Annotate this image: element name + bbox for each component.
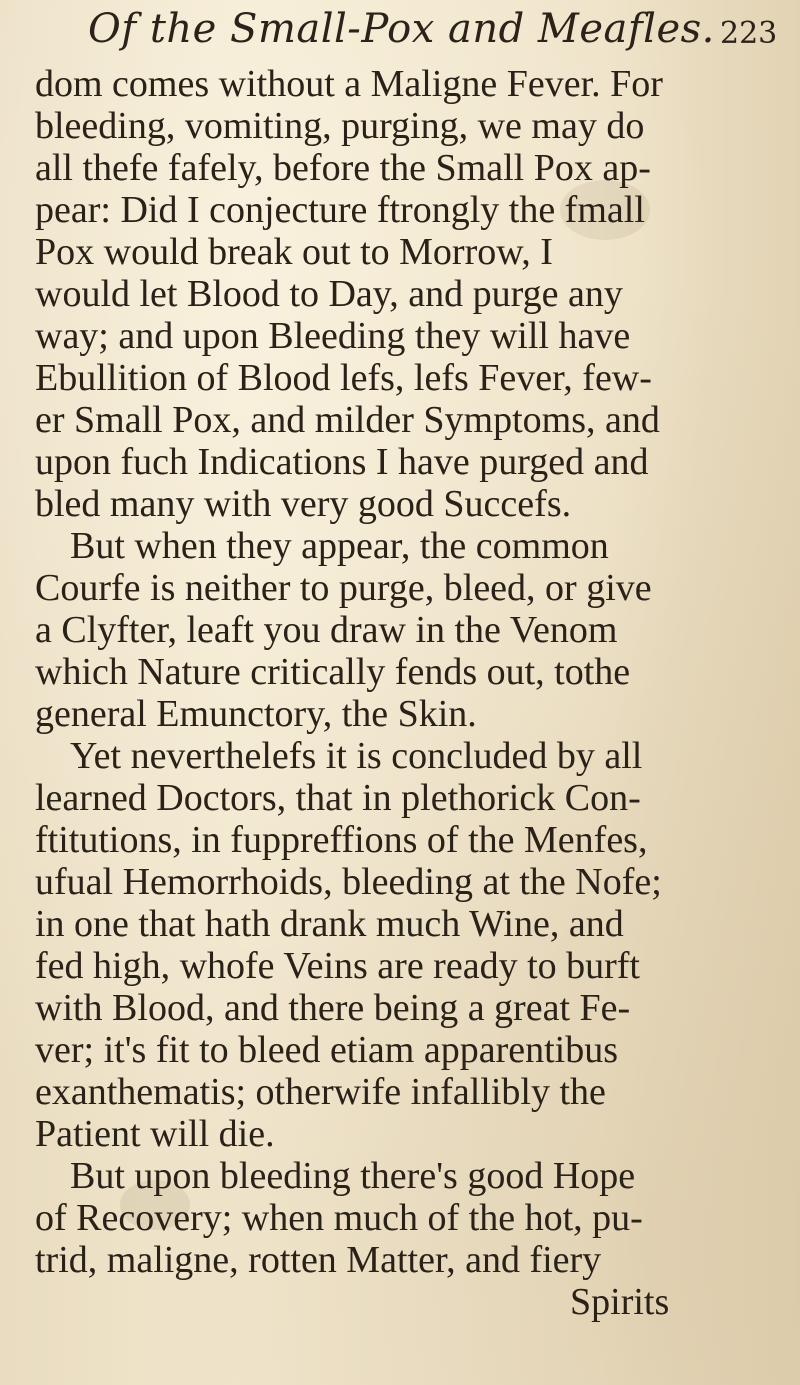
text-line: But upon bleeding there's good Hope — [70, 1155, 636, 1197]
running-title: Of the Small-Pox and Meafles. — [88, 6, 715, 52]
catchword: Spirits — [570, 1281, 670, 1323]
text-line: which Nature critically fends out, tothe — [35, 651, 631, 693]
text-line: pear: Did I conjecture ftrongly the fmall — [35, 189, 645, 231]
text-line: bleeding, vomiting, purging, we may do — [35, 105, 645, 147]
text-line: ufual Hemorrhoids, bleeding at the Nofe; — [35, 861, 662, 903]
text-line: all thefe fafely, before the Small Pox ap- — [35, 147, 651, 189]
text-line: way; and upon Bleeding they will have — [35, 315, 631, 357]
text-line: bled many with very good Succefs. — [35, 483, 572, 525]
text-line: general Emunctory, the Skin. — [35, 693, 477, 735]
text-line: in one that hath drank much Wine, and — [35, 903, 624, 945]
text-line: a Clyfter, leaft you draw in the Venom — [35, 609, 618, 651]
text-line: exanthematis; otherwife infallibly the — [35, 1071, 606, 1113]
text-line: trid, maligne, rotten Matter, and fiery — [35, 1239, 602, 1281]
text-line: ver; it's fit to bleed etiam apparentibus — [35, 1029, 619, 1071]
text-line: of Recovery; when much of the hot, pu- — [35, 1197, 643, 1239]
text-line: But when they appear, the common — [70, 525, 609, 567]
page-number: 223 — [720, 16, 778, 51]
text-line: dom comes without a Maligne Fever. For — [35, 63, 663, 105]
text-line: upon fuch Indications I have purged and — [35, 441, 649, 483]
text-line: would let Blood to Day, and purge any — [35, 273, 623, 315]
text-line: with Blood, and there being a great Fe- — [35, 987, 631, 1029]
text-line: Patient will die. — [35, 1113, 275, 1155]
text-line: Pox would break out to Morrow, I — [35, 231, 553, 273]
text-line: ftitutions, in fuppreffions of the Menfes, — [35, 819, 648, 861]
page-header — [0, 2, 800, 66]
text-line: Yet neverthelefs it is concluded by all — [70, 735, 643, 777]
text-line: learned Doctors, that in plethorick Con- — [35, 777, 641, 819]
text-line: fed high, whofe Veins are ready to burft — [35, 945, 640, 987]
text-line: er Small Pox, and milder Symptoms, and — [35, 399, 660, 441]
text-line: Ebullition of Blood lefs, lefs Fever, few- — [35, 357, 652, 399]
text-line: Courfe is neither to purge, bleed, or give — [35, 567, 652, 609]
